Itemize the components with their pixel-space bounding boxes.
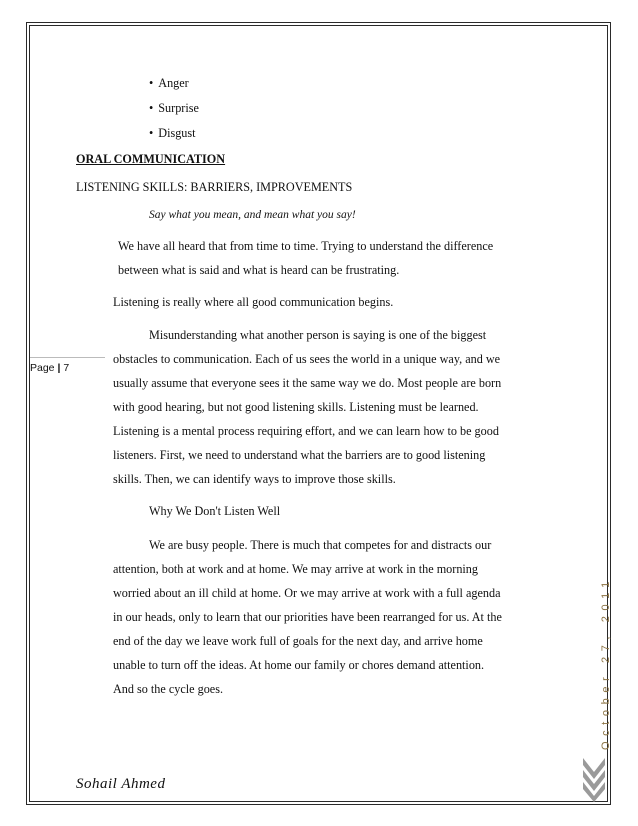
date-vertical: October 27, 2011 [600, 576, 612, 750]
page-number-value: 7 [63, 362, 70, 374]
para4-line: end of the day we leave work full of goals for the next day, and arrive home [113, 634, 483, 648]
para1-line: between what is said and what is heard can be frustrating. [118, 263, 400, 277]
subheading-why-we-dont-listen: Why We Don't Listen Well [149, 504, 281, 518]
para3-line: obstacles to communication. Each of us sees the world in a unique way, and we [113, 352, 501, 366]
para1-line: We have all heard that from time to time. Trying to understand the difference [118, 239, 494, 253]
page-number-rule [30, 357, 105, 358]
para4-line: unable to turn off the ideas. At home our family or chores demand attention. [113, 658, 485, 672]
heading-listening-skills: LISTENING SKILLS: BARRIERS, IMPROVEMENTS [76, 180, 353, 194]
para3-line: Listening is a mental process requiring effort, and we can learn how to be good [113, 424, 499, 438]
para4-line: And so the cycle goes. [113, 682, 223, 696]
para4-line: attention, both at work and at home. We may arrive at work in the morning [113, 562, 478, 576]
author-name: Sohail Ahmed [76, 776, 166, 792]
para2: Listening is really where all good communication begins. [113, 295, 394, 309]
page-number: Page | 7 [30, 362, 70, 374]
para3-line: listeners. First, we need to understand what the barriers are to good listening [113, 448, 486, 462]
para4-line: in our heads, only to learn that our priorities have been rearranged for us. At the [113, 610, 502, 624]
bullet-surprise: • Surprise [149, 101, 199, 115]
quote: Say what you mean, and mean what you say! [149, 209, 356, 221]
para4-line: worried about an ill child at home. Or we may arrive at work with a full agenda [113, 586, 501, 600]
bullet-disgust: • Disgust [149, 126, 196, 140]
para3-line: skills. Then, we can identify ways to improve those skills. [113, 472, 396, 486]
bullet-anger: • Anger [149, 76, 189, 90]
para3-line: usually assume that everyone sees it the same way we do. Most people are born [113, 376, 502, 390]
para3-line: with good hearing, but not good listening skills. Listening must be learned. [113, 400, 479, 414]
para4-line: We are busy people. There is much that competes for and distracts our [149, 538, 492, 552]
para3-line: Misunderstanding what another person is saying is one of the biggest [149, 328, 487, 342]
chevron-decoration-icon [581, 756, 607, 802]
page-label: Page [30, 362, 55, 374]
heading-oral-communication: ORAL COMMUNICATION [76, 152, 226, 166]
